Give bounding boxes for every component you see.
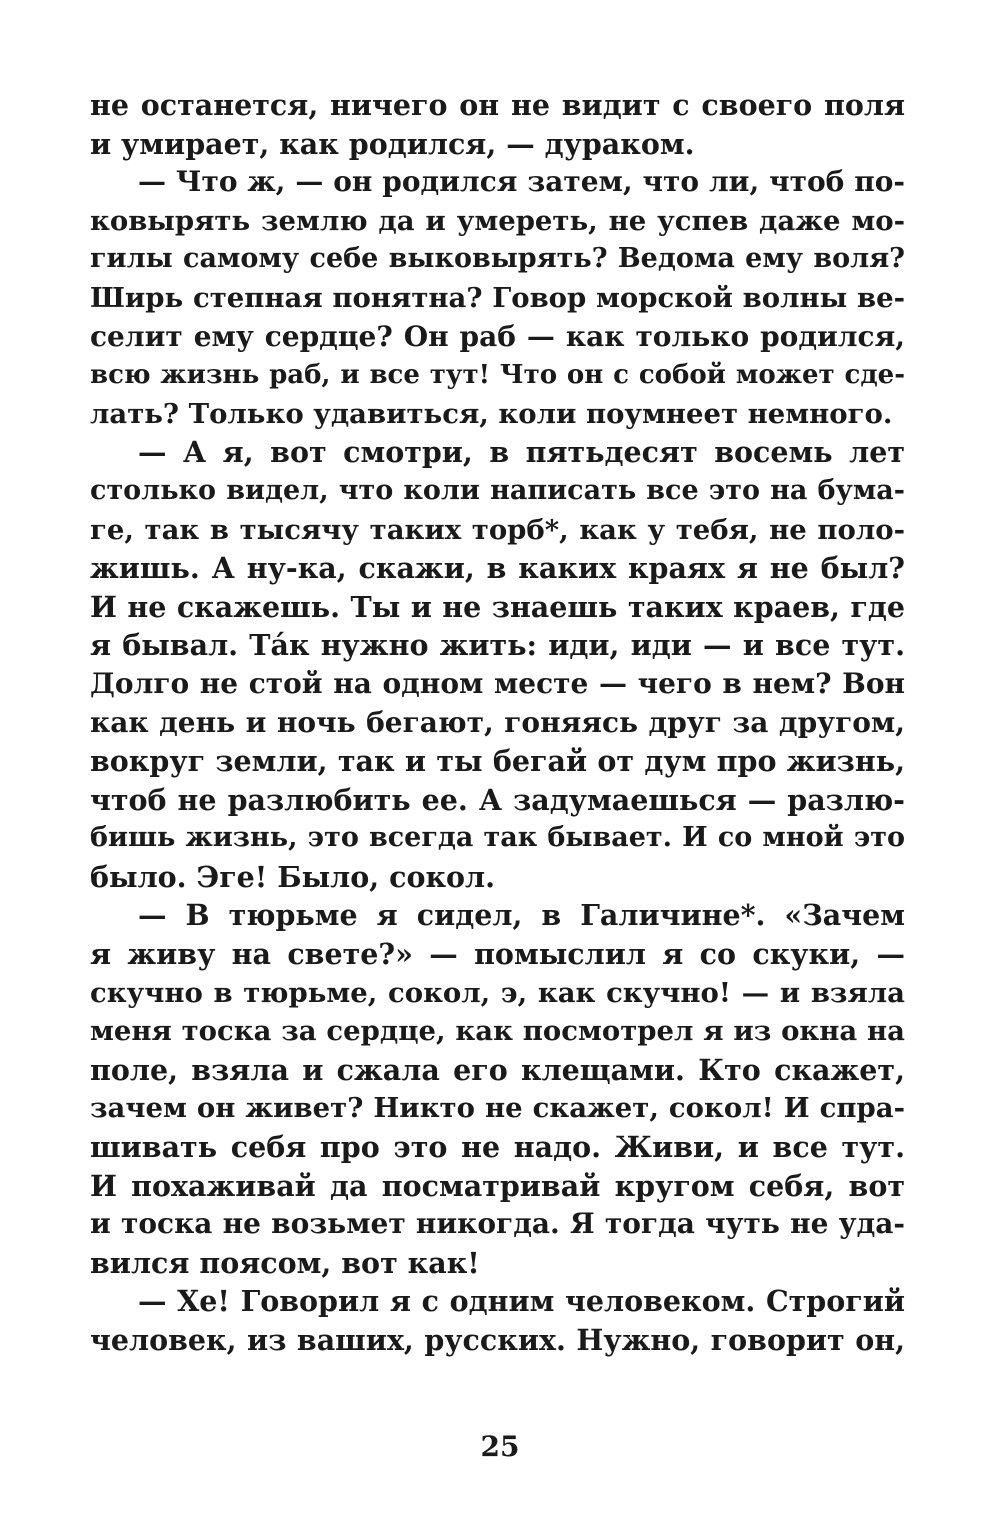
text-line: гилы самому себе выковырять? Ведома ему воля? bbox=[90, 243, 905, 275]
text-line: Ширь степная понятна? Говор морской волны ве- bbox=[90, 281, 905, 314]
text-line: лать? Только удавиться, коли поумнеет немного. bbox=[90, 397, 893, 430]
text-line: — Что ж, — он родился затем, что ли, чтоб по- bbox=[138, 165, 905, 199]
text-line: столько видел, что коли написать все это на бума- bbox=[90, 474, 905, 506]
page-body bbox=[90, 86, 905, 1360]
text-line: было. Эге! Было, сокол. bbox=[90, 859, 496, 894]
text-line: я бывал. Та́к нужно жить: иди, иди — и все тут. bbox=[90, 628, 905, 663]
text-line: — В тюрьме я сидел, в Галичине*. «Зачем bbox=[138, 898, 905, 933]
text-line: скучно в тюрьме, сокол, э, как скучно! — и взяла bbox=[90, 976, 905, 1009]
text-line: жишь. А ну-ка, скажи, в каких краях я не был? bbox=[90, 551, 905, 586]
text-line: и умирает, как родился, — дураком. bbox=[90, 126, 695, 161]
text-line: вокруг земли, так и ты бегай от дум про жизнь, bbox=[90, 744, 905, 779]
text-line: человек, из ваших, русских. Нужно, говорит он, bbox=[90, 1323, 905, 1357]
text-line: И не скажешь. Ты и не знаешь таких краев, где bbox=[90, 589, 905, 624]
text-line: — Хе! Говорил я с одним человеком. Строгий bbox=[138, 1284, 905, 1319]
text-line: бишь жизнь, это всегда так бывает. И со мной это bbox=[90, 822, 905, 854]
text-line: и тоска не возьмет никогда. Я тогда чуть не уда- bbox=[90, 1207, 905, 1241]
text-line: зачем он живет? Никто не скажет, сокол! И спра- bbox=[90, 1092, 905, 1125]
text-line: чтоб не разлюбить ее. А задумаешься — разлю- bbox=[90, 782, 905, 817]
text-line: ге, так в тысячу таких торб*, как у тебя, не поло- bbox=[90, 513, 905, 546]
text-line: селит ему сердце? Он раб — как только родился, bbox=[90, 319, 905, 353]
text-line: вился поясом, вот как! bbox=[90, 1245, 480, 1280]
text-line: поле, взяла и сжала его клещами. Кто скажет, bbox=[90, 1052, 905, 1087]
text-line: — А я, вот смотри, в пятьдесят восемь лет bbox=[138, 435, 905, 470]
text-line: Долго не стой на одном месте — чего в нем? Вон bbox=[90, 666, 905, 700]
text-line: шивать себя про это не надо. Живи, и все тут. bbox=[90, 1130, 905, 1165]
text-line: не останется, ничего он не видит с своего поля bbox=[90, 88, 905, 122]
page-number: 25 bbox=[480, 1430, 520, 1463]
text-line: я живу на свете?» — помыслил я со скуки, — bbox=[90, 937, 905, 972]
text-line: И похаживай да посматривай кругом себя, вот bbox=[90, 1168, 905, 1203]
text-line: меня тоска за сердце, как посмотрел я из окна на bbox=[90, 1015, 905, 1048]
text-line: ковырять землю да и умереть, не успев даже мо- bbox=[90, 204, 905, 237]
text-line: как день и ночь бегают, гоняясь друг за другом, bbox=[90, 705, 905, 739]
text-line: всю жизнь раб, и все тут! Что он с собой может сде- bbox=[90, 360, 905, 391]
